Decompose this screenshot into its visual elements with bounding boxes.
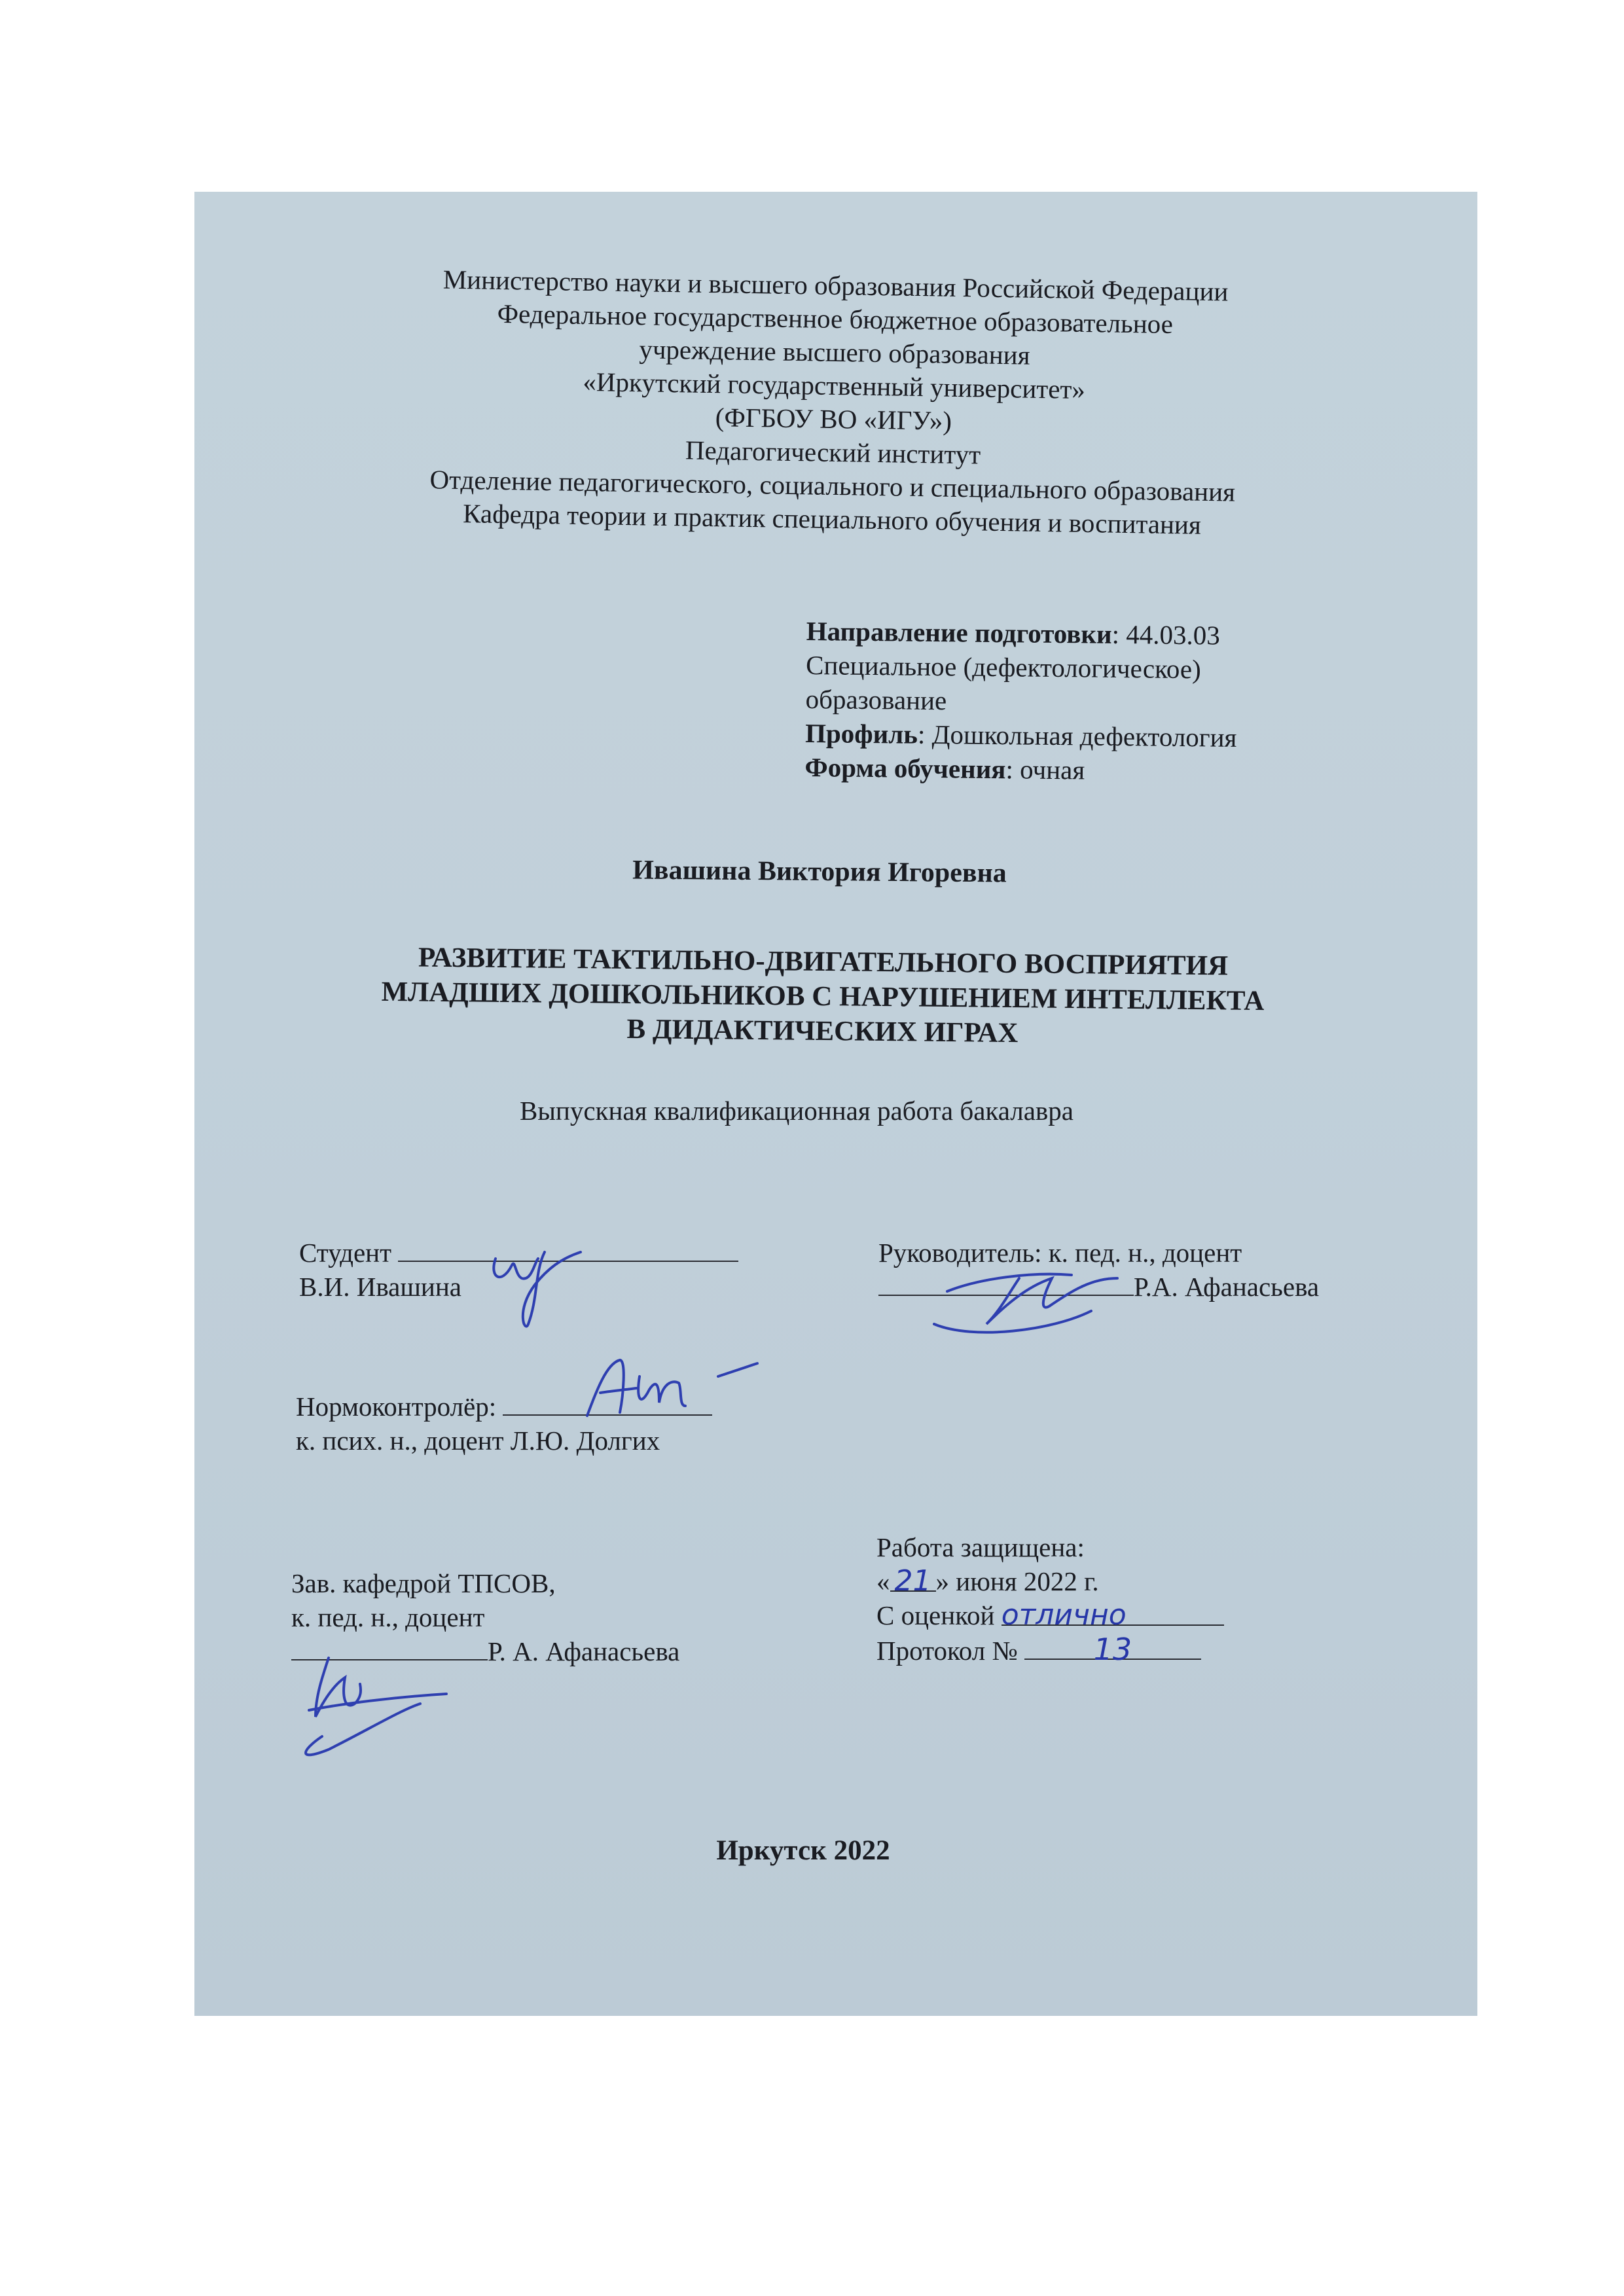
head-line-2: к. пед. н., доцент	[291, 1602, 485, 1632]
header-line-institution: учреждение высшего образования	[639, 334, 1030, 370]
author-name: Ивашина Виктория Игоревна	[632, 855, 1007, 889]
supervisor-label: Руководитель: к. пед. н., доцент	[878, 1238, 1242, 1268]
normocontroller-label: Нормоконтролёр:	[296, 1391, 497, 1422]
defense-day: 21	[890, 1564, 936, 1592]
profile-value: : Дошкольная дефектология	[917, 719, 1237, 753]
date-month-year: » июня 2022 г.	[935, 1566, 1099, 1596]
normocontroller-signature	[574, 1344, 784, 1435]
grade-line	[876, 1598, 1224, 1632]
title-line-2: МЛАДШИХ ДОШКОЛЬНИКОВ С НАРУШЕНИЕМ ИНТЕЛЛЕКТА	[381, 976, 1265, 1017]
head-line-1: Зав. кафедрой ТПСОВ,	[291, 1568, 556, 1598]
header-line-institute: Педагогический институт	[685, 435, 981, 470]
title-line-3: В ДИДАКТИЧЕСКИХ ИГРАХ	[626, 1013, 1019, 1049]
header-line-department: Кафедра теории и практик специального обучения и воспитания	[462, 498, 1202, 540]
direction-line-2: Специальное (дефектологическое)	[805, 649, 1202, 685]
student-signature	[482, 1213, 613, 1337]
protocol-line	[876, 1632, 1224, 1668]
direction-line-3: образование	[805, 683, 947, 716]
institution-header	[276, 260, 1392, 545]
document-photo	[194, 192, 1477, 2016]
defense-block	[876, 1530, 1224, 1668]
protocol-value: 13	[1024, 1632, 1201, 1660]
profile-label: Профиль	[804, 717, 918, 749]
form-label: Форма обучения	[804, 751, 1006, 785]
supervisor-signature	[921, 1252, 1170, 1350]
header-line-federal: Федеральное государственное бюджетное образовательное	[497, 298, 1174, 340]
form-line	[804, 750, 1236, 789]
header-line-ministry: Министерство науки и высшего образования Российской Федерации	[442, 264, 1229, 307]
defense-date-line	[876, 1564, 1224, 1598]
program-info	[804, 614, 1238, 789]
supervisor-name: Р.А. Афанасьева	[1134, 1272, 1320, 1302]
grade-value: отлично	[1001, 1598, 1224, 1626]
direction-value: : 44.03.03	[1111, 619, 1221, 651]
direction-line	[806, 614, 1238, 653]
student-label: Студент	[299, 1238, 392, 1268]
head-signature	[289, 1638, 486, 1769]
work-type: Выпускная квалификационная работа бакалавра	[520, 1096, 1074, 1126]
defense-heading: Работа защищена:	[876, 1532, 1085, 1562]
header-line-division: Отделение педагогического, социального и специального образования	[429, 464, 1236, 507]
date-open-quote: «	[876, 1566, 890, 1596]
form-value: : очная	[1005, 754, 1085, 785]
title-line-1: РАЗВИТИЕ ТАКТИЛЬНО-ДВИГАТЕЛЬНОГО ВОСПРИЯТИЯ	[418, 942, 1229, 982]
normocontroller-name: к. псих. н., доцент Л.Ю. Долгих	[296, 1426, 660, 1456]
direction-label: Направление подготовки	[806, 615, 1112, 649]
protocol-label: Протокол №	[876, 1636, 1018, 1666]
header-line-abbreviation: (ФГБОУ ВО «ИГУ»)	[715, 402, 952, 436]
student-name: В.И. Ивашина	[299, 1272, 461, 1302]
city-year: Иркутск 2022	[716, 1835, 890, 1866]
header-line-university: «Иркутский государственный университет»	[583, 366, 1086, 405]
thesis-title	[194, 938, 1465, 1056]
profile-line	[805, 716, 1237, 755]
grade-label: С оценкой	[876, 1600, 995, 1630]
head-name: Р. А. Афанасьева	[488, 1636, 680, 1666]
